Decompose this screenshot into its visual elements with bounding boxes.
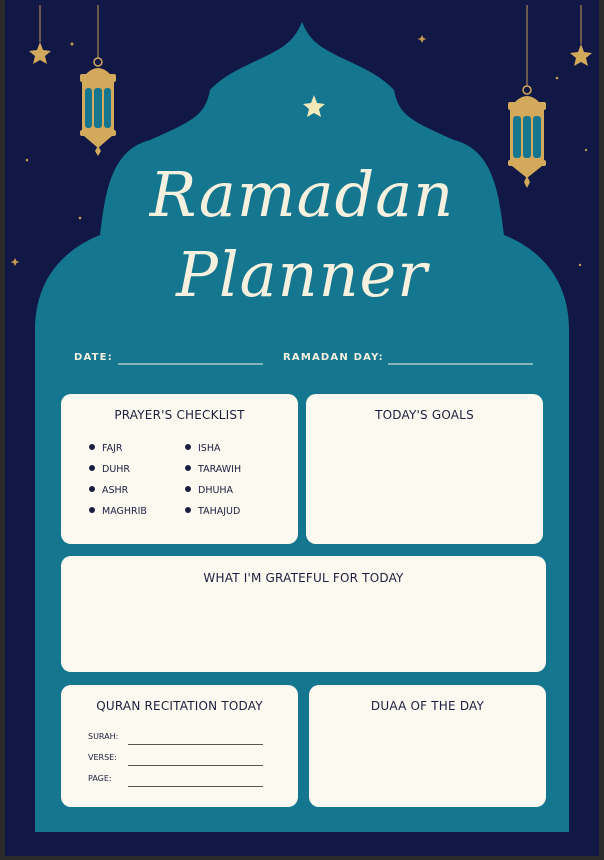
page-label: PAGE: [88,774,112,783]
ramadan-day-label: RAMADAN DAY: [283,352,384,363]
prayer-item[interactable]: MAGHRIB [89,506,147,517]
quran-recitation-card [61,685,298,807]
date-label: DATE: [74,352,113,363]
todays-goals-title: TODAY'S GOALS [375,408,474,422]
verse-label: VERSE: [88,753,117,762]
bullet-icon [89,444,95,450]
prayer-checklist-title: PRAYER'S CHECKLIST [114,408,245,422]
bullet-icon [185,507,191,513]
title-line-1: Ramadan [149,158,455,231]
bullet-icon [89,507,95,513]
bullet-icon [185,465,191,471]
bullet-icon [89,486,95,492]
prayer-item[interactable]: TARAWIH [185,464,241,475]
grateful-title: WHAT I'M GRATEFUL FOR TODAY [203,571,404,585]
sparkle-icon [585,149,587,151]
bullet-icon [185,486,191,492]
sparkle-icon [71,43,74,46]
bullet-icon [185,444,191,450]
verse-field[interactable] [128,765,263,766]
title-line-2: Planner [176,238,428,311]
prayer-item[interactable]: FAJR [89,443,123,454]
prayer-item[interactable]: ISHA [185,443,220,454]
todays-goals-card[interactable] [306,394,543,544]
sparkle-icon [556,77,559,80]
prayer-checklist-card [61,394,298,544]
prayer-item[interactable]: TAHAJUD [185,506,240,517]
duaa-card[interactable] [309,685,546,807]
page-field[interactable] [128,786,263,787]
quran-recitation-title: QURAN RECITATION TODAY [96,699,263,713]
prayer-item[interactable]: ASHR [89,485,128,496]
prayer-item[interactable]: DHUHA [185,485,233,496]
duaa-title: DUAA OF THE DAY [370,699,485,713]
bullet-icon [89,465,95,471]
surah-label: SURAH: [88,732,119,741]
prayer-item[interactable]: DUHR [89,464,130,475]
grateful-card[interactable] [61,556,546,672]
surah-field[interactable] [128,744,263,745]
